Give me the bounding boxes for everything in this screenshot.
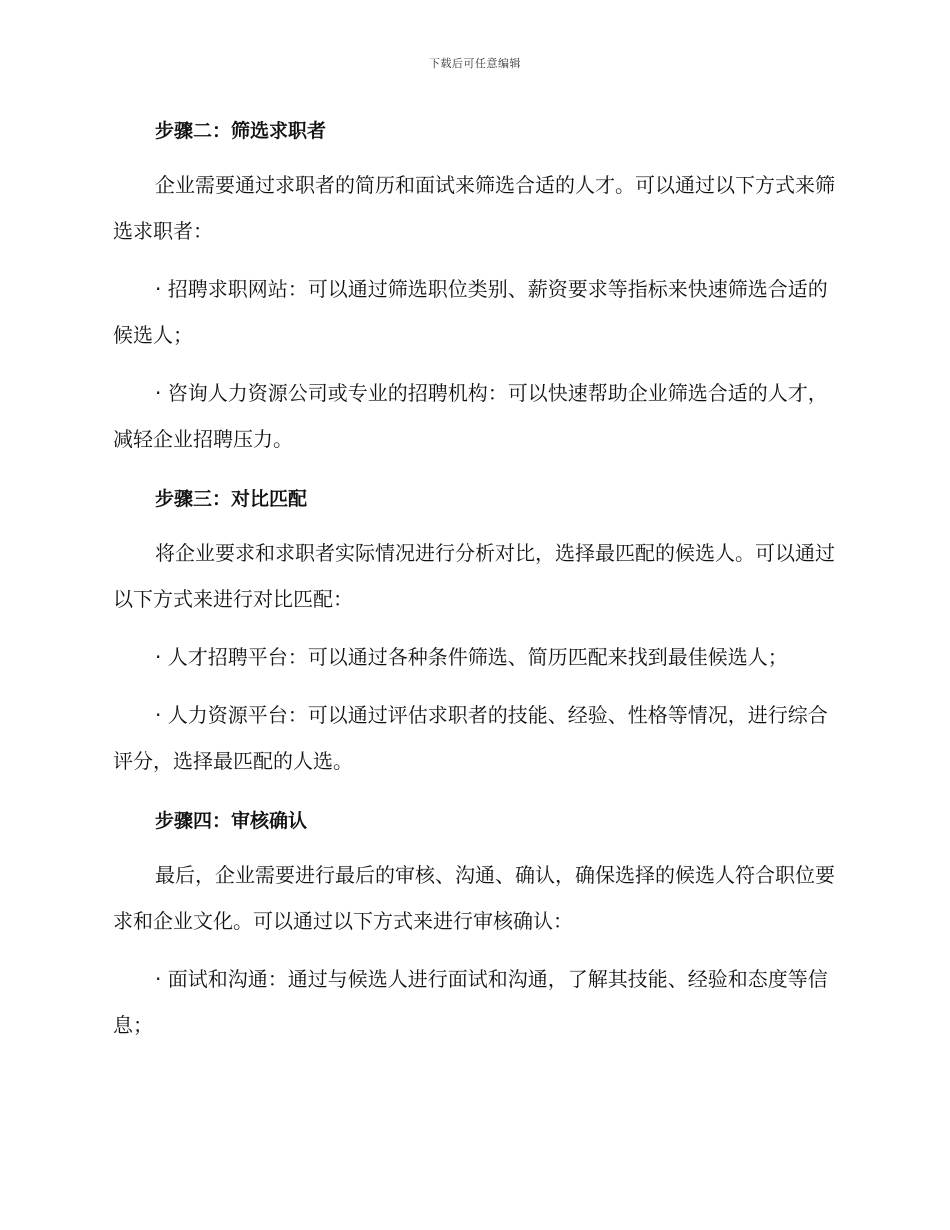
section-intro-step-4: 最后，企业需要进行最后的审核、沟通、确认，确保选择的候选人符合职位要求和企业文化。可以通过以下方式来进行审核确认： xyxy=(113,863,835,933)
page-header-note: 下载后可任意编辑 xyxy=(429,57,521,70)
bullet-item: · 面试和沟通：通过与候选人进行面试和沟通，了解其技能、经验和态度等信息； xyxy=(113,967,828,1037)
section-heading-step-4: 步骤四：审核确认 xyxy=(155,810,308,832)
bullet-item: · 人才招聘平台：可以通过各种条件筛选、简历匹配来找到最佳候选人； xyxy=(155,645,788,669)
section-intro-step-2: 企业需要通过求职者的简历和面试来筛选合适的人才。可以通过以下方式来筛选求职者： xyxy=(113,173,835,243)
section-heading-step-3: 步骤三：对比匹配 xyxy=(155,488,308,510)
section-intro-step-3: 将企业要求和求职者实际情况进行分析对比，选择最匹配的候选人。可以通过以下方式来进行对比匹配： xyxy=(113,541,835,611)
bullet-item: · 招聘求职网站：可以通过筛选职位类别、薪资要求等指标来快速筛选合适的候选人； xyxy=(113,277,828,347)
bullet-item: · 咨询人力资源公司或专业的招聘机构：可以快速帮助企业筛选合适的人才，减轻企业招聘压力。 xyxy=(113,381,828,451)
section-heading-step-2: 步骤二：筛选求职者 xyxy=(155,120,327,142)
document-body xyxy=(113,106,835,1060)
bullet-item: · 人力资源平台：可以通过评估求职者的技能、经验、性格等情况，进行综合评分，选择最匹配的人选。 xyxy=(113,703,828,773)
